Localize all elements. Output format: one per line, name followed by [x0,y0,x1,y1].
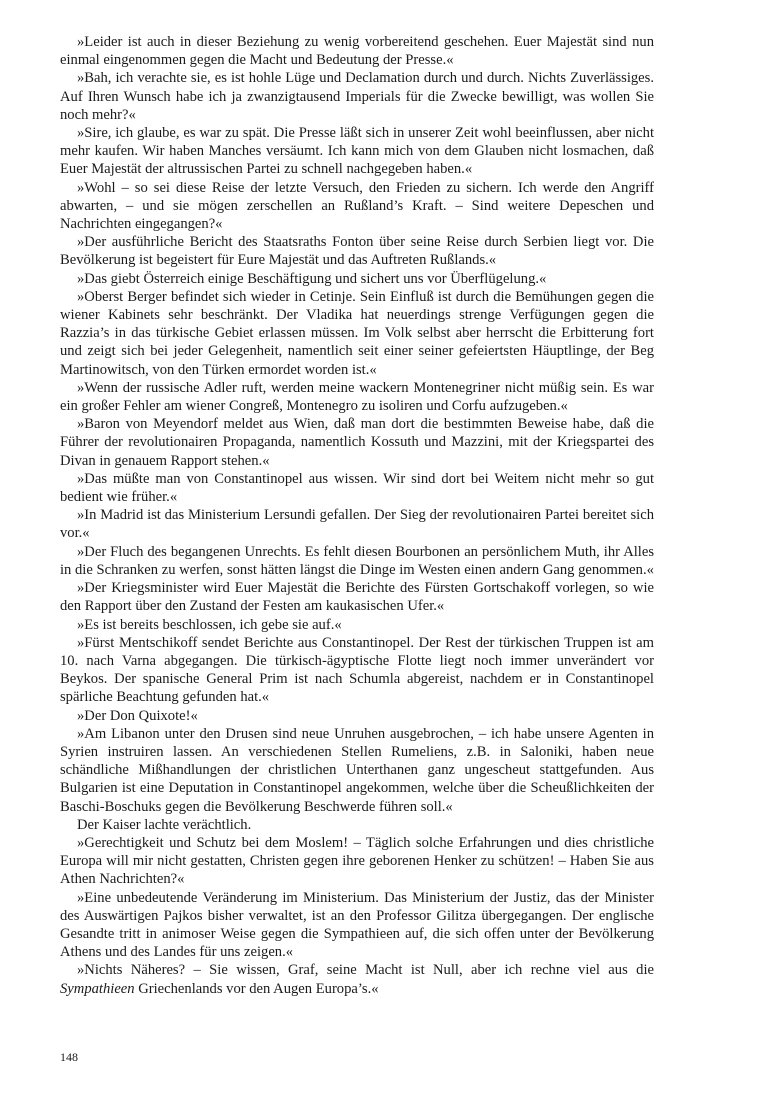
paragraph: »Am Libanon unter den Drusen sind neue Unruhen ausgebrochen, – ich habe unsere Agenten in Syrien instruiren lassen. An verschiedenen Stellen Rumeliens, z.B. in Saloniki, haben neue schändliche Mißhandlungen der christlichen Unterthanen ganz ungescheut stattgefunden. Aus Bulgarien ist eine Deputation in Constantinopel angekommen, welche über die Scheußlichkeiten der Baschi-Boschuks gegen die Bevölkerung Beschwerde führen soll.« [60,725,654,815]
paragraph: »Baron von Meyendorf meldet aus Wien, daß man dort die bestimmten Beweise habe, daß die Führer der revolutionairen Propaganda, namentlich Kossuth und Mazzini, mit der Kriegspartei des Divan in genauem Rapport stehen.« [60,416,654,469]
paragraph: Der Kaiser lachte verächtlich. [77,816,252,833]
page-body [60,33,654,998]
paragraph: »Bah, ich verachte sie, es ist hohle Lüge und Declamation durch und durch. Nichts Zuverlässiges. Auf Ihren Wunsch habe ich ja zwanzigtausend Imperials für die Zwecke bewilligt, was wollen Sie noch mehr?« [60,70,654,123]
text-run: »Nichts Näheres? – Sie wissen, Graf, seine Macht ist Null, aber ich rechne viel aus die [77,962,654,979]
text-run: Griechenlands vor den Augen Europa’s.« [134,980,379,997]
paragraph: »Sire, ich glaube, es war zu spät. Die Presse läßt sich in unserer Zeit wohl beeinflussen, aber nicht mehr kaufen. Wir haben Manches versäumt. Ich kann mich von dem Glauben nicht losmachen, daß Euer Majestät der altrussischen Partei zu schnell nachgegeben haben.« [60,125,654,178]
paragraph: »Das müßte man von Constantinopel aus wissen. Wir sind dort bei Weitem nicht mehr so gut bedient wie früher.« [60,470,654,506]
paragraph: »Das giebt Österreich einige Beschäftigung und sichert uns vor Überflügelung.« [77,270,547,287]
paragraph: »Eine unbedeutende Veränderung im Ministerium. Das Ministerium der Justiz, das der Minister des Auswärtigen Pajkos bisher verwaltet, ist an den Professor Gilitza übergegangen. Der englische Gesandte tritt in animoser Weise gegen die Sympathieen auf, die sich offen unter der Bevölkerung Athens und des Landes für uns zeigen.« [60,889,654,961]
paragraph: »Der Don Quixote!« [77,707,198,724]
paragraph: »In Madrid ist das Ministerium Lersundi gefallen. Der Sieg der revolutionairen Partei bereitet sich vor.« [60,507,654,542]
paragraph: »Wohl – so sei diese Reise der letzte Versuch, den Frieden zu sichern. Ich werde den Angriff abwarten, – und sie mögen zerschellen an Rußland’s Kraft. – Sind weitere Depeschen und Nachrichten eingegangen?« [60,179,654,233]
paragraph: »Fürst Mentschikoff sendet Berichte aus Constantinopel. Der Rest der türkischen Truppen ist am 10. nach Varna abgegangen. Die türkisch-ägyptische Flotte liegt noch immer unverändert vor Beykos. Der spanische General Prim ist nach Schumla abgereist, nachdem er in Constantinopel spärliche Beachtung gefunden hat.« [60,634,654,706]
paragraph-last [60,961,654,997]
paragraph: »Es ist bereits beschlossen, ich gebe sie auf.« [77,616,342,633]
paragraph: »Der Kriegsminister wird Euer Majestät die Berichte des Fürsten Gortschakoff vorlegen, so wie den Rapport über den Zustand der Festen am kaukasischen Ufer.« [60,580,654,615]
paragraph: »Der ausführliche Bericht des Staatsraths Fonton über seine Reise durch Serbien liegt vor. Die Bevölkerung ist begeistert für Eure Majestät und das Auftreten Rußlands.« [60,234,654,269]
paragraph: »Der Fluch des begangenen Unrechts. Es fehlt diesen Bourbonen an persönlichem Muth, ihr Alles in die Schranken zu werfen, sonst hätten längst die Dinge im Westen einen andern Gang genommen.« [60,543,654,578]
emphasis-text: Sympathieen [60,980,135,997]
paragraph: »Gerechtigkeit und Schutz bei dem Moslem! – Täglich solche Erfahrungen und dies christliche Europa will mir nicht gestatten, Christen gegen ihre geborenen Henker zu schützen! – Haben Sie aus Athen Nachrichten?« [60,834,654,888]
paragraph: »Leider ist auch in dieser Beziehung zu wenig vorbereitend geschehen. Euer Majestät sind nun einmal eingenommen gegen die Macht und Bedeutung der Presse.« [60,34,654,69]
paragraph: »Wenn der russische Adler ruft, werden meine wackern Montenegriner nicht müßig sein. Es war ein großer Fehler am wiener Congreß, Montenegro zu isoliren und Corfu aufzugeben.« [60,379,654,415]
paragraph: »Oberst Berger befindet sich wieder in Cetinje. Sein Einfluß ist durch die Bemühungen gegen die wiener Kabinets sehr beschränkt. Der Vladika hat neuerdings strenge Verfügungen gegen die Razzia’s in das türkische Gebiet erlassen müssen. Im Volk selbst aber herrscht die Erbitterung fort und zeigt sich bei jeder Gelegenheit, namentlich seit einer seiner gefeiertsten Häuptlinge, der Beg Martinowitsch, von den Türken ermordet worden ist.« [60,288,654,378]
page-number: 148 [60,1050,78,1064]
